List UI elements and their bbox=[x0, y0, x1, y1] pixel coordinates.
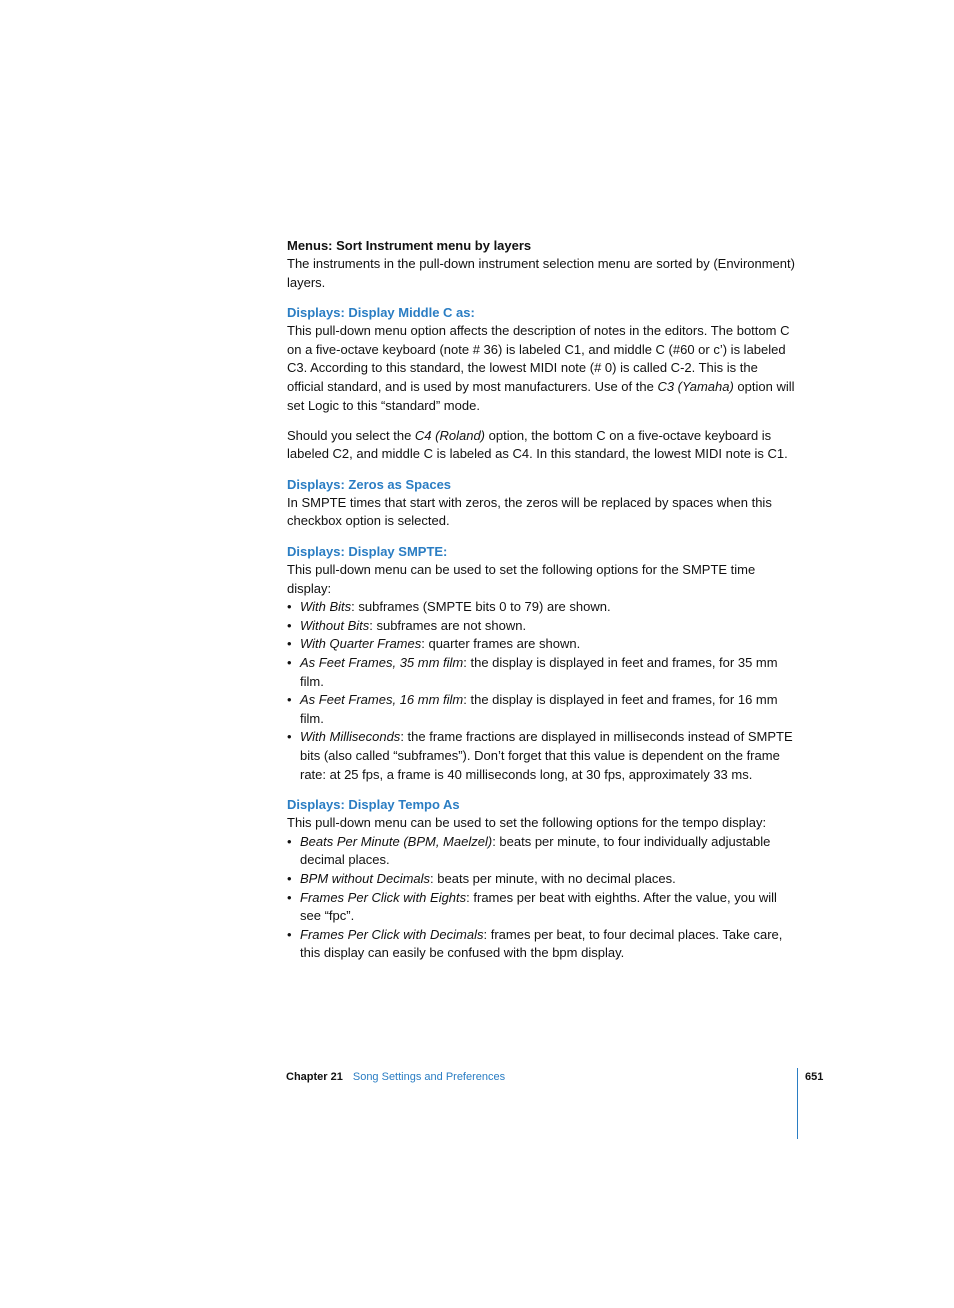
page-footer bbox=[286, 1070, 505, 1085]
heading-display-middle-c: Displays: Display Middle C as: bbox=[287, 305, 475, 321]
smpte-options-list bbox=[287, 598, 797, 784]
body-tempo-intro: This pull-down menu can be used to set the following options for the tempo display: bbox=[287, 815, 767, 831]
body-middle-c-2: Should you select the C4 (Roland) option, the bottom C on a five-octave keyboard is labeled C2, and middle C is labeled as C4. In this standard, the lowest MIDI note is C1. bbox=[287, 427, 788, 462]
list-item: • As Feet Frames, 35 mm film: the display is displayed in feet and frames, for 35 mm film. bbox=[287, 655, 778, 689]
list-item: • Without Bits: subframes are not shown. bbox=[287, 617, 527, 633]
list-item: • With Milliseconds: the frame fractions are displayed in milliseconds instead of SMPTE bits (also called “subframes”). Don’t forget that this value is dependent on the frame rate: at 25 fps, a frame is 40 milliseconds long, at 30 fps, approximately 33 ms. bbox=[287, 729, 793, 782]
c3-yamaha-option: C3 (Yamaha) bbox=[657, 378, 734, 394]
footer-divider bbox=[797, 1068, 798, 1139]
list-item: • With Quarter Frames: quarter frames are shown. bbox=[287, 636, 581, 652]
heading-display-smpte: Displays: Display SMPTE: bbox=[287, 544, 448, 560]
list-item: • Beats Per Minute (BPM, Maelzel): beats per minute, to four individually adjustable decimal places. bbox=[287, 833, 771, 868]
heading-menus-sort: Menus: Sort Instrument menu by layers bbox=[287, 238, 532, 253]
tempo-options-list bbox=[287, 833, 797, 963]
list-item: • Frames Per Click with Decimals: frames per beat, to four decimal places. Take care, this display can easily be confused with the bpm display. bbox=[287, 926, 783, 961]
list-item: • BPM without Decimals: beats per minute, with no decimal places. bbox=[287, 870, 676, 886]
footer-chapter: Chapter 21 bbox=[286, 1071, 343, 1083]
heading-display-tempo: Displays: Display Tempo As bbox=[287, 797, 460, 813]
body-smpte-intro: This pull-down menu can be used to set the following options for the SMPTE time display: bbox=[287, 562, 756, 596]
page-number: 651 bbox=[805, 1071, 824, 1083]
footer-chapter-title[interactable]: Song Settings and Preferences bbox=[352, 1071, 506, 1083]
body-middle-c-1: This pull-down menu option affects the description of notes in the editors. The bottom C on a five-octave keyboard (note # 36) is labeled C1, and middle C (#60 or c’) is labeled C3. According to this standard, the lowest MIDI note (# 0) is called C-2. This is the official standard, and is used by most manufacturers. Use of the C3 (Yamaha) option will set Logic to this “standard” mode. bbox=[287, 323, 795, 413]
body-zeros-as-spaces: In SMPTE times that start with zeros, the zeros will be replaced by spaces when this checkbox option is selected. bbox=[287, 494, 772, 529]
list-item: • Frames Per Click with Eights: frames per beat with eighths. After the value, you will see “fpc”. bbox=[287, 889, 777, 924]
c4-roland-option: C4 (Roland) bbox=[414, 427, 486, 443]
body-menus-sort: The instruments in the pull-down instrument selection menu are sorted by (Environment) layers. bbox=[287, 256, 795, 290]
heading-zeros-as-spaces: Displays: Zeros as Spaces bbox=[287, 476, 452, 492]
list-item: • With Bits: subframes (SMPTE bits 0 to 79) are shown. bbox=[287, 599, 611, 615]
page-content bbox=[287, 236, 797, 963]
list-item: • As Feet Frames, 16 mm film: the display is displayed in feet and frames, for 16 mm film. bbox=[287, 692, 778, 726]
